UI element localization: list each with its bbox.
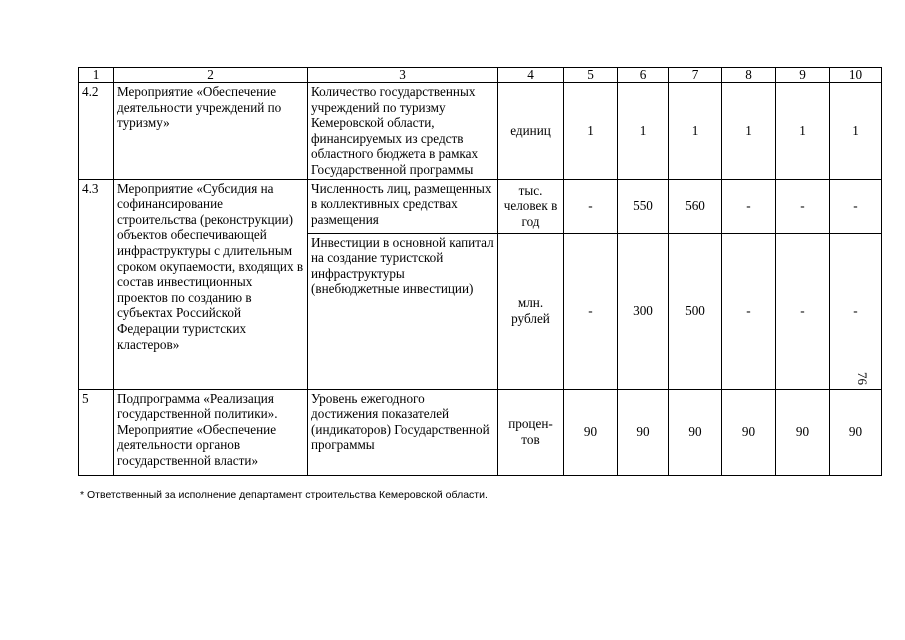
value-cell: - <box>776 179 830 233</box>
event-cell: Мероприятие «Субсидия на софинансирование строительства (реконструкции) объектов обеспечивающей инфраструктуры с длительным сроком окупаемости, входящих в состав инвестиционных проектов по созданию в субъектах Российской Федерации туристских кластеров» <box>114 179 308 389</box>
table-row-5 <box>79 389 882 475</box>
value-cell: 550 <box>618 179 669 233</box>
value-cell: - <box>564 233 618 389</box>
unit-cell: тыс. человек в год <box>498 179 564 233</box>
value-cell: 1 <box>830 83 882 180</box>
value-cell: 1 <box>564 83 618 180</box>
value-cell: 90 <box>722 389 776 475</box>
value-cell: 90 <box>618 389 669 475</box>
value-cell: 1 <box>669 83 722 180</box>
header-cell: 5 <box>564 68 618 83</box>
event-cell: Мероприятие «Обеспечение деятельности учреждений по туризму» <box>114 83 308 180</box>
value-cell: - <box>722 233 776 389</box>
page-number: 76 <box>855 372 870 385</box>
value-cell: - <box>722 179 776 233</box>
header-cell: 10 <box>830 68 882 83</box>
header-cell: 1 <box>79 68 114 83</box>
indicator-cell: Инвестиции в основной капитал на создание туристской инфраструктуры (внебюджетные инвестиции) <box>308 233 498 389</box>
row-number: 4.3 <box>79 179 114 389</box>
header-cell: 6 <box>618 68 669 83</box>
value-cell: 500 <box>669 233 722 389</box>
table-row-4-2 <box>79 83 882 180</box>
row-number: 4.2 <box>79 83 114 180</box>
value-cell: 1 <box>776 83 830 180</box>
unit-cell: процен-тов <box>498 389 564 475</box>
header-row <box>79 68 882 83</box>
header-cell: 2 <box>114 68 308 83</box>
indicator-cell: Количество государственных учреждений по туризму Кемеровской области, финансируемых из средств областного бюджета в рамках Государственной программы <box>308 83 498 180</box>
indicator-cell: Численность лиц, размещенных в коллективных средствах размещения <box>308 179 498 233</box>
event-cell: Подпрограмма «Реализация государственной политики». Мероприятие «Обеспечение деятельности органов государственной власти» <box>114 389 308 475</box>
value-cell: - <box>776 233 830 389</box>
unit-cell: млн. рублей <box>498 233 564 389</box>
header-cell: 9 <box>776 68 830 83</box>
value-cell: 1 <box>722 83 776 180</box>
unit-cell: единиц <box>498 83 564 180</box>
value-cell: - <box>564 179 618 233</box>
footnote: * Ответственный за исполнение департамент строительства Кемеровской области. <box>80 489 488 501</box>
header-cell: 7 <box>669 68 722 83</box>
value-cell: - <box>830 179 882 233</box>
value-cell: 560 <box>669 179 722 233</box>
value-cell: 90 <box>830 389 882 475</box>
indicator-cell: Уровень ежегодного достижения показателей (индикаторов) Государственной программы <box>308 389 498 475</box>
value-cell: 90 <box>776 389 830 475</box>
header-cell: 8 <box>722 68 776 83</box>
header-cell: 4 <box>498 68 564 83</box>
row-number: 5 <box>79 389 114 475</box>
value-cell: - <box>830 233 882 389</box>
header-cell: 3 <box>308 68 498 83</box>
table-row-4-3-a <box>79 179 882 233</box>
value-cell: 1 <box>618 83 669 180</box>
value-cell: 300 <box>618 233 669 389</box>
value-cell: 90 <box>669 389 722 475</box>
indicators-table <box>78 67 882 476</box>
value-cell: 90 <box>564 389 618 475</box>
